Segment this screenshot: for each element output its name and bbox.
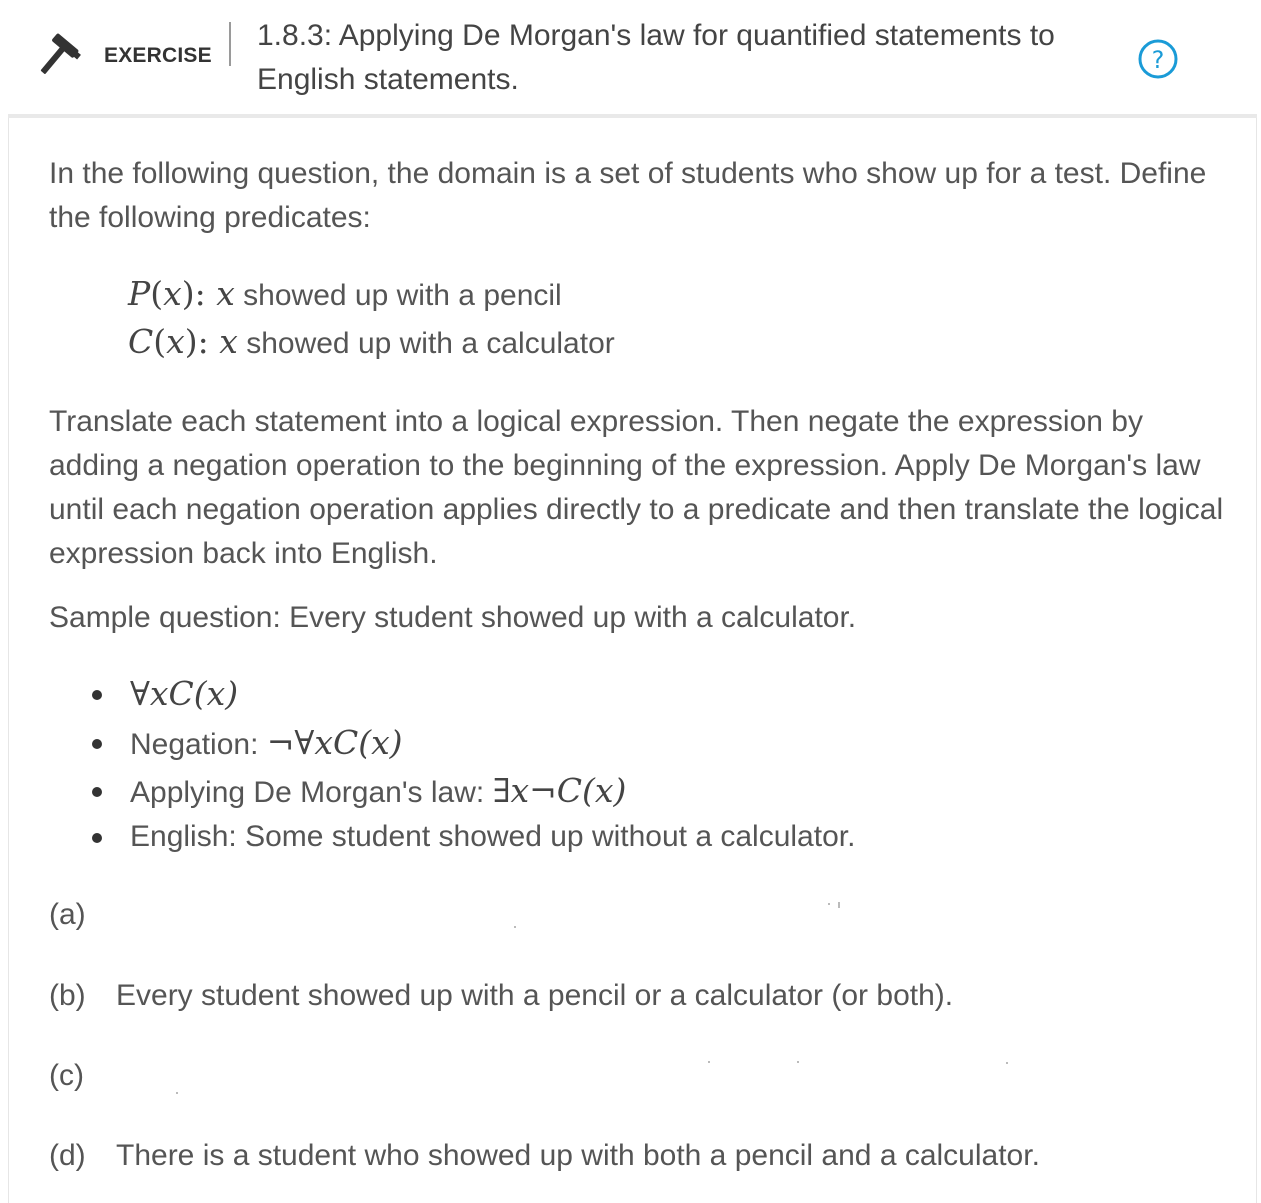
bullet-dot	[92, 787, 102, 797]
predicate-symbol: C	[128, 322, 154, 361]
predicate-desc: showed up with a pencil	[243, 279, 562, 312]
bullet-dot	[92, 833, 102, 843]
predicate-desc: showed up with a calculator	[246, 327, 615, 360]
part-letter-d: (d)	[49, 1139, 86, 1172]
math-expression: ∃x¬C(x)	[492, 771, 627, 810]
hammer-icon	[30, 32, 84, 82]
sample-expression	[130, 674, 238, 716]
faint-mark	[514, 926, 516, 928]
sample-demorgan	[130, 771, 626, 813]
faint-mark	[176, 1092, 178, 1094]
bullet-dot	[92, 739, 102, 749]
sample-english: English: Some student showed up without a calculator.	[130, 820, 856, 853]
faint-mark	[838, 902, 840, 908]
question-circle-icon[interactable]	[1138, 39, 1178, 79]
faint-mark	[828, 903, 830, 905]
part-text-b: Every student showed up with a pencil or a calculator (or both).	[116, 979, 954, 1012]
part-letter-c: (c)	[49, 1059, 84, 1092]
part-letter-a: (a)	[49, 898, 86, 931]
predicate-c: C(x): x showed up with a calculator	[128, 322, 615, 361]
sample-question: Sample question: Every student showed up with a calculator.	[49, 601, 857, 634]
negation-label: Negation:	[130, 728, 267, 761]
instructions-paragraph: Translate each statement into a logical expression. Then negate the expression by adding a negation operation to the beginning of the expression. Apply De Morgan's law until each negation operation applies directly to a predicate and then translate the logical expression back into English.	[49, 405, 1224, 570]
svg-text:?: ?	[1151, 46, 1165, 74]
faint-mark	[797, 1061, 799, 1063]
demorgan-label: Applying De Morgan's law:	[130, 776, 493, 809]
predicate-p: P(x): x showed up with a pencil	[128, 274, 562, 313]
predicate-symbol: P	[128, 274, 151, 313]
header-divider	[229, 22, 231, 66]
sample-negation	[130, 723, 403, 765]
math-expression: ¬∀xC(x)	[266, 723, 403, 762]
part-letter-b: (b)	[49, 979, 86, 1012]
exercise-label: EXERCISE	[104, 44, 212, 67]
bullet-dot	[92, 690, 102, 700]
math-expression: ∀xC(x)	[130, 674, 239, 713]
intro-paragraph: In the following question, the domain is a set of students who show up for a test. Define the following predicates:	[49, 157, 1207, 234]
faint-mark	[708, 1061, 710, 1063]
page-title: 1.8.3: Applying De Morgan's law for quantified statements to English statements.	[257, 19, 1055, 96]
exercise-header	[8, 0, 1257, 118]
faint-mark	[1006, 1062, 1008, 1064]
part-text-d: There is a student who showed up with both a pencil and a calculator.	[116, 1139, 1040, 1172]
